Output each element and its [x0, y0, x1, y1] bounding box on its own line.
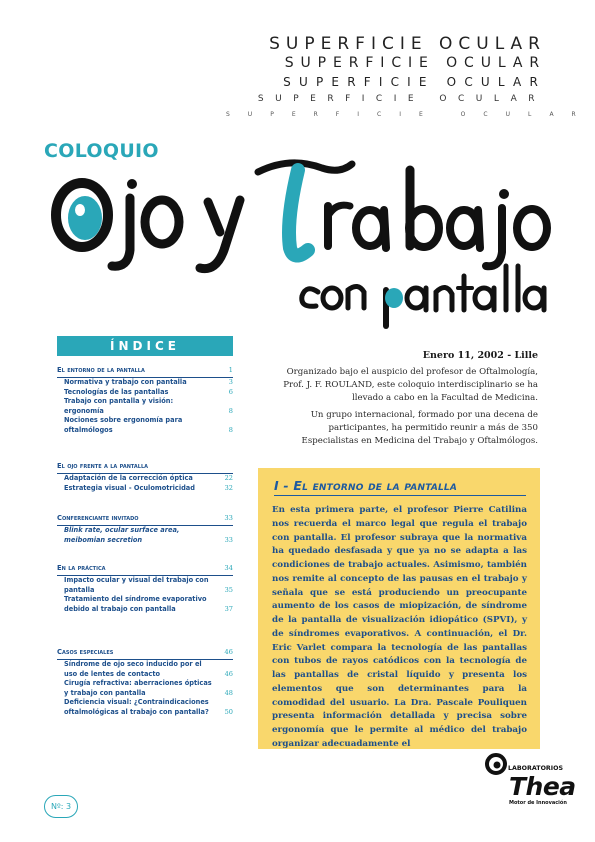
publisher-label: LABORATORIOS [508, 765, 563, 772]
event-date: Enero 11, 2002 - Lille [422, 350, 538, 361]
intro-paragraph-1: Organizado bajo el auspicio del profesor de Oftalmología, Prof. J. F. ROULAND, este coloquio interdisciplinario se ha llevado a cabo en la Facultad de Medicina. [283, 367, 538, 403]
index-section-title[interactable] [57, 366, 233, 378]
section-page: 34 [224, 564, 233, 572]
index-entry[interactable]: Síndrome de ojo seco inducido por el uso de lentes de contacto 46 [64, 660, 233, 678]
intro-text [282, 366, 538, 452]
superficie-ocular-header [226, 34, 594, 122]
index-entry[interactable]: Normativa y trabajo con pantalla 3 [64, 378, 233, 386]
coloquio-label: COLOQUIO [44, 140, 159, 162]
section-page: 46 [224, 648, 233, 656]
index-entry[interactable]: Tecnologías de las pantallas 6 [64, 387, 233, 396]
section-page: 1 [228, 366, 233, 374]
index-section-title[interactable] [57, 648, 233, 660]
intro-paragraph-2: Un grupo internacional, formado por una decena de participantes, ha permitido reunir a más de 350 Especialistas en Medicina del Trabajo y Oftalmólogos. [301, 410, 538, 446]
header-line-4: SUPERFICIE OCULAR [257, 94, 546, 104]
index-section-4 [57, 564, 233, 614]
issue-number-badge: Nº: 3 [44, 795, 78, 818]
index-section-5 [57, 648, 233, 718]
index-entry[interactable]: Estrategia visual - Oculomotricidad 32 [64, 483, 233, 492]
header-line-5: SUPERFICIE OCULAR [226, 111, 594, 118]
index-entry[interactable]: Blink rate, ocular surface area, meibomian secretion 33 [64, 526, 233, 544]
index-heading: ÍNDICE [57, 336, 233, 356]
index-panel [57, 336, 233, 716]
header-line-3: SUPERFICIE OCULAR [283, 75, 546, 89]
index-entry[interactable]: Tratamiento del síndrome evaporativo debido al trabajo con pantalla 37 [64, 595, 233, 613]
index-section-2 [57, 462, 233, 493]
header-line-2: SUPERFICIE OCULAR [284, 55, 546, 71]
section-page: 33 [224, 514, 233, 522]
section-title-text: El ojo frente a la pantalla [57, 462, 149, 470]
section-title-text: El entorno de la pantalla [57, 366, 145, 374]
index-entry[interactable]: Trabajo con pantalla y visión: ergonomía 8 [64, 397, 233, 415]
publisher-name: Thea [509, 772, 576, 801]
index-section-title[interactable] [57, 462, 233, 474]
article-box [258, 468, 540, 749]
index-entry[interactable]: Cirugía refractiva: aberraciones ópticas y trabajo con pantalla 48 [64, 679, 233, 697]
index-entry[interactable]: Impacto ocular y visual del trabajo con pantalla 35 [64, 576, 233, 594]
index-section-title[interactable] [57, 514, 233, 526]
index-section-title[interactable] [57, 564, 233, 576]
section-title-text: Conferenciante invitado [57, 514, 139, 522]
publisher-motto: Motor de Innovación [509, 800, 567, 806]
subtitle-con-pantalla [302, 266, 544, 326]
index-section-1 [57, 366, 233, 436]
section-title-text: En la práctica [57, 564, 106, 572]
article-heading: I - El entorno de la pantalla [274, 478, 526, 496]
index-entry[interactable]: Deficiencia visual: ¿Contraindicaciones oftalmológicas al trabajo con pantalla? 50 [64, 698, 233, 716]
index-section-3 [57, 514, 233, 545]
index-entry[interactable]: Adaptación de la corrección óptica 22 [64, 474, 233, 482]
section-title-text: Casos especiales [57, 648, 114, 656]
title-logo [40, 150, 560, 330]
index-entry[interactable]: Nociones sobre ergonomía para oftalmólogos 8 [64, 416, 233, 434]
title-letter-o [56, 183, 108, 247]
article-body: En esta primera parte, el profesor Pierre Catilina nos recuerda el marco legal que regula el trabajo con pantalla. El profesor subraya que la normativa ha quedado desfasada y que ya no se adapta a las condiciones de trabajo actuales. Asimismo, también nos remite al concepto de las pausas en el trabajo y señala que se está produciendo un preocupante aumento de los casos de miopización, de síndrome de la pantalla de visualización idiopático (SPVI), y de síndromes evaporativos. A continuación, el Dr. Eric Varlet compara la tecnología de las pantallas con tubos de rayos catódicos con la tecnología de las pantallas de cristal líquido y presenta los elementos que son determinantes para la comodidad del usuario. La Dra. Pascale Pouliquen presenta información detallada y precisa sobre ergonomía que le permite al médico del trabajo organizar adecuadamente el [272, 505, 527, 749]
header-line-1: SUPERFICIE OCULAR [269, 34, 546, 54]
